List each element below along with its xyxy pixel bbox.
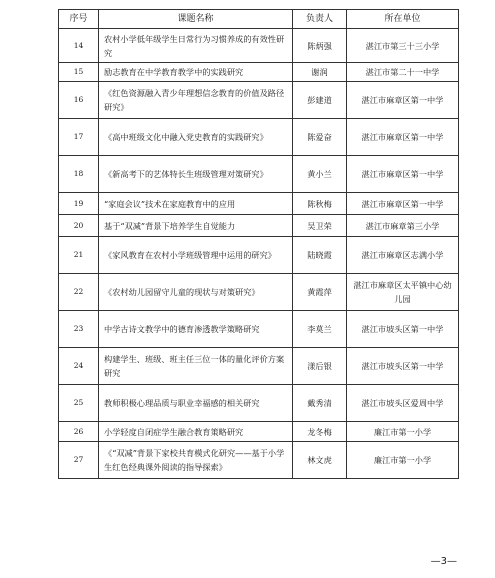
- row-person: 漾后银: [293, 348, 347, 385]
- row-person: 陆晓霞: [293, 237, 347, 274]
- row-title: 小学轻度自闭症学生融合教育策略研究: [99, 422, 293, 442]
- row-unit: 湛江市麻章区太平镇中心幼儿园: [347, 274, 459, 311]
- row-person: 龙冬梅: [293, 422, 347, 442]
- table-row: [59, 385, 459, 422]
- row-person: 李莫兰: [293, 311, 347, 348]
- header-unit: 所在单位: [347, 10, 459, 29]
- row-number: 18: [59, 156, 99, 193]
- row-number: 21: [59, 237, 99, 274]
- table-body: [59, 29, 459, 479]
- row-unit: 湛江市麻章区志满小学: [347, 237, 459, 274]
- table-header-row: [59, 10, 459, 29]
- row-title: 《农村幼儿园留守儿童的现状与对策研究》: [99, 274, 293, 311]
- table-row: [59, 119, 459, 156]
- row-unit: 湛江市坡头区爱周中学: [347, 385, 459, 422]
- row-title: 农村小学低年级学生日常行为习惯养成的有效性研究: [99, 29, 293, 63]
- row-unit: 湛江市麻章区第一中学: [347, 119, 459, 156]
- row-number: 19: [59, 193, 99, 215]
- project-table-wrapper: [58, 9, 458, 479]
- row-title: 《“双减”背景下家校共育模式化研究——基于小学生红色经典课外阅读的指导探索》: [99, 442, 293, 479]
- row-title: “家庭会议”技术在家庭教育中的应用: [99, 193, 293, 215]
- row-title: 构建学生、班级、班主任三位一体的量化评价方案研究: [99, 348, 293, 385]
- project-table: [58, 9, 459, 479]
- table-row: [59, 63, 459, 82]
- table-row: [59, 422, 459, 442]
- row-title: 《高中班级文化中融入党史教育的实践研究》: [99, 119, 293, 156]
- row-title: 励志教育在中学教育教学中的实践研究: [99, 63, 293, 82]
- row-title: 基于“双减”背景下培养学生自觉能力: [99, 215, 293, 237]
- table-row: [59, 274, 459, 311]
- table-row: [59, 237, 459, 274]
- row-unit: 湛江市第三十三小学: [347, 29, 459, 63]
- row-number: 16: [59, 82, 99, 119]
- row-unit: 湛江市麻章区第一中学: [347, 82, 459, 119]
- row-unit: 湛江市麻章区第一中学: [347, 193, 459, 215]
- row-person: 陈炳强: [293, 29, 347, 63]
- row-unit: 湛江市麻章第三小学: [347, 215, 459, 237]
- row-number: 15: [59, 63, 99, 82]
- row-person: 吴卫荣: [293, 215, 347, 237]
- header-number: 序号: [59, 10, 99, 29]
- row-person: 陈秋梅: [293, 193, 347, 215]
- table-row: [59, 215, 459, 237]
- table-row: [59, 29, 459, 63]
- row-title: 《新高考下的艺体特长生班级管理对策研究》: [99, 156, 293, 193]
- row-number: 25: [59, 385, 99, 422]
- row-number: 22: [59, 274, 99, 311]
- row-person: 林文虎: [293, 442, 347, 479]
- row-unit: 湛江市坡头区第一中学: [347, 311, 459, 348]
- row-unit: 湛江市第二十一中学: [347, 63, 459, 82]
- row-unit: 廉江市第一小学: [347, 442, 459, 479]
- row-number: 24: [59, 348, 99, 385]
- row-person: 陈爱奋: [293, 119, 347, 156]
- row-number: 20: [59, 215, 99, 237]
- header-title: 课题名称: [99, 10, 293, 29]
- table-row: [59, 311, 459, 348]
- row-number: 14: [59, 29, 99, 63]
- row-number: 17: [59, 119, 99, 156]
- row-person: 黄小兰: [293, 156, 347, 193]
- row-person: 谢润: [293, 63, 347, 82]
- row-person: 彭建道: [293, 82, 347, 119]
- row-title: 教师积极心理品质与职业幸福感的相关研究: [99, 385, 293, 422]
- row-unit: 廉江市第一小学: [347, 422, 459, 442]
- row-unit: 湛江市坡头区第一中学: [347, 348, 459, 385]
- table-row: [59, 156, 459, 193]
- row-person: 戴秀清: [293, 385, 347, 422]
- table-row: [59, 82, 459, 119]
- header-person: 负责人: [293, 10, 347, 29]
- row-title: 中学古诗文教学中的德育渗透教学策略研究: [99, 311, 293, 348]
- row-number: 23: [59, 311, 99, 348]
- row-title: 《红色资源融入青少年理想信念教育的价值及路径研究》: [99, 82, 293, 119]
- table-row: [59, 348, 459, 385]
- page-number: —3—: [430, 556, 457, 567]
- row-person: 黄霞萍: [293, 274, 347, 311]
- row-number: 26: [59, 422, 99, 442]
- row-number: 27: [59, 442, 99, 479]
- table-row: [59, 442, 459, 479]
- row-title: 《家风教育在农村小学班级管理中运用的研究》: [99, 237, 293, 274]
- row-unit: 湛江市麻章区第一中学: [347, 156, 459, 193]
- table-row: [59, 193, 459, 215]
